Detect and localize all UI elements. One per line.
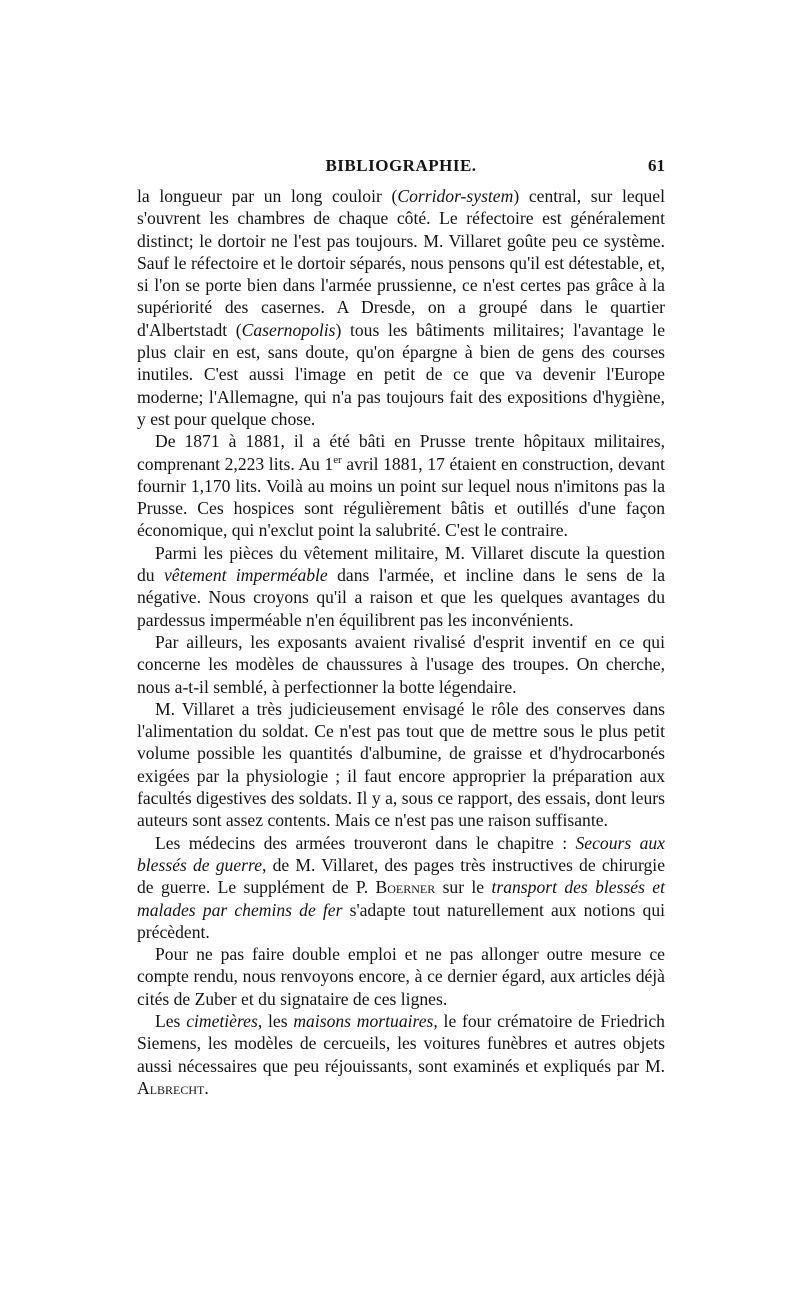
text-segment: . [204, 1077, 209, 1098]
paragraph [137, 943, 665, 1010]
text-segment: De 1871 à 1881, il a été bâti en Prusse trente hôpitaux militaires, comprenant 2,223 lits. Au 1 [137, 431, 665, 474]
text-segment: , de M. Villaret, des pages très instructives de chirurgie de guerre. Le supplément de P. [137, 854, 665, 898]
paragraph [137, 1010, 665, 1099]
small-caps-name: Albrecht [137, 1077, 205, 1098]
text-segment: dans l'armée, et incline dans le sens de la négative. Nous croyons qu'il a raison et que les quelques avantages du pardessus imperméable n'en équilibrent pas les inconvénients. [137, 565, 666, 630]
text-segment: s'adapte tout naturellement aux notions qui précèdent. [137, 899, 666, 942]
text-segment: avril 1881, 17 étaient en construction, devant fournir 1,170 lits. Voilà au moins un point sur lequel nous n'imitons pas la Prusse. Ces hospices sont régulièrement bâtis et outillés d'une façon économique, qui n'exclut point la salubrité. C'est le contraire. [137, 453, 665, 541]
body-text [137, 185, 665, 1099]
italic-text: Secours aux blessés de guerre [137, 832, 665, 875]
paragraph [137, 698, 665, 832]
italic-text: Casernopolis [241, 319, 336, 340]
text-segment: Les [155, 1010, 187, 1031]
text-segment: , le four crématoire de Friedrich Siemens, les modèles de cercueils, les voitures funèbres et autres objets aussi nécessaires que peu réjouissants, sont examinés et expliqués par M. [137, 1010, 665, 1076]
page-number: 61 [648, 156, 665, 175]
small-caps-name: Boerner [375, 877, 436, 898]
text-segment: la longueur par un long couloir ( [137, 186, 398, 206]
text-segment: Les médecins des armées trouveront dans le chapitre : [155, 832, 576, 853]
text-segment: Parmi les pièces du vêtement militaire, M. Villaret discute la question du [137, 542, 665, 586]
text-segment: ) central, sur lequel s'ouvrent les chambres de chaque côté. Le réfectoire est généralement distinct; le dortoir ne l'est pas toujours. M. Villaret goûte peu ce système. Sauf le réfectoire et le dortoir séparés, nous pensons qu'il est détestable, et, si l'on se porte bien dans l'armée prussienne, ce n'est certes pas grâce à la supériorité des casernes. A Dresde, on a groupé dans le quartier d'Albertstadt ( [137, 186, 665, 340]
text-segment: , les [257, 1010, 294, 1031]
paragraph [137, 832, 665, 943]
page-header [137, 150, 665, 180]
text-segment: Par ailleurs, les exposants avaient rivalisé d'esprit inventif en ce qui concerne les modèles de chaussures à l'usage des troupes. On cherche, nous a-t-il semblé, à perfectionner la botte légendaire. [137, 631, 665, 697]
running-title: BIBLIOGRAPHIE. [325, 156, 477, 175]
paragraph [137, 542, 665, 631]
paragraph [137, 631, 665, 698]
italic-text: cimetières [186, 1010, 258, 1031]
text-segment: Pour ne pas faire double emploi et ne pas allonger outre mesure ce compte rendu, nous renvoyons encore, à ce dernier égard, aux articles déjà cités de Zuber et du signataire de ces lignes. [137, 944, 665, 1009]
paragraph [137, 430, 665, 541]
text-segment: sur le [435, 877, 492, 898]
italic-text: Corridor-system [397, 186, 514, 206]
text-segment: ) tous les bâtiments militaires; l'avantage le plus clair en est, sans doute, qu'on épargne à bien de gens des courses inutiles. C'est aussi l'image en petit de ce que va devenir l'Europe moderne; l'Allemagne, qui n'a pas toujours fait des expositions d'hygiène, y est pour quelque chose. [137, 319, 666, 429]
text-segment: M. Villaret a très judicieusement envisagé le rôle des conserves dans l'alimentation du soldat. Ce n'est pas tout que de mettre sous le plus petit volume possible les quantités d'albumine, de graisse et d'hydrocarbonés exigées par la physiologie ; il faut encore approprier la préparation aux facultés digestives des soldats. Il y a, sous ce rapport, des essais, dont leurs auteurs sont assez contents. Mais ce n'est pas une raison suffisante. [137, 698, 665, 831]
italic-text: maisons mortuaires [293, 1010, 434, 1031]
superscript: er [333, 453, 342, 466]
italic-text: transport des blessés et malades par chemins de fer [137, 877, 665, 920]
paragraph [137, 185, 665, 430]
italic-text: vêtement imperméable [163, 565, 328, 586]
